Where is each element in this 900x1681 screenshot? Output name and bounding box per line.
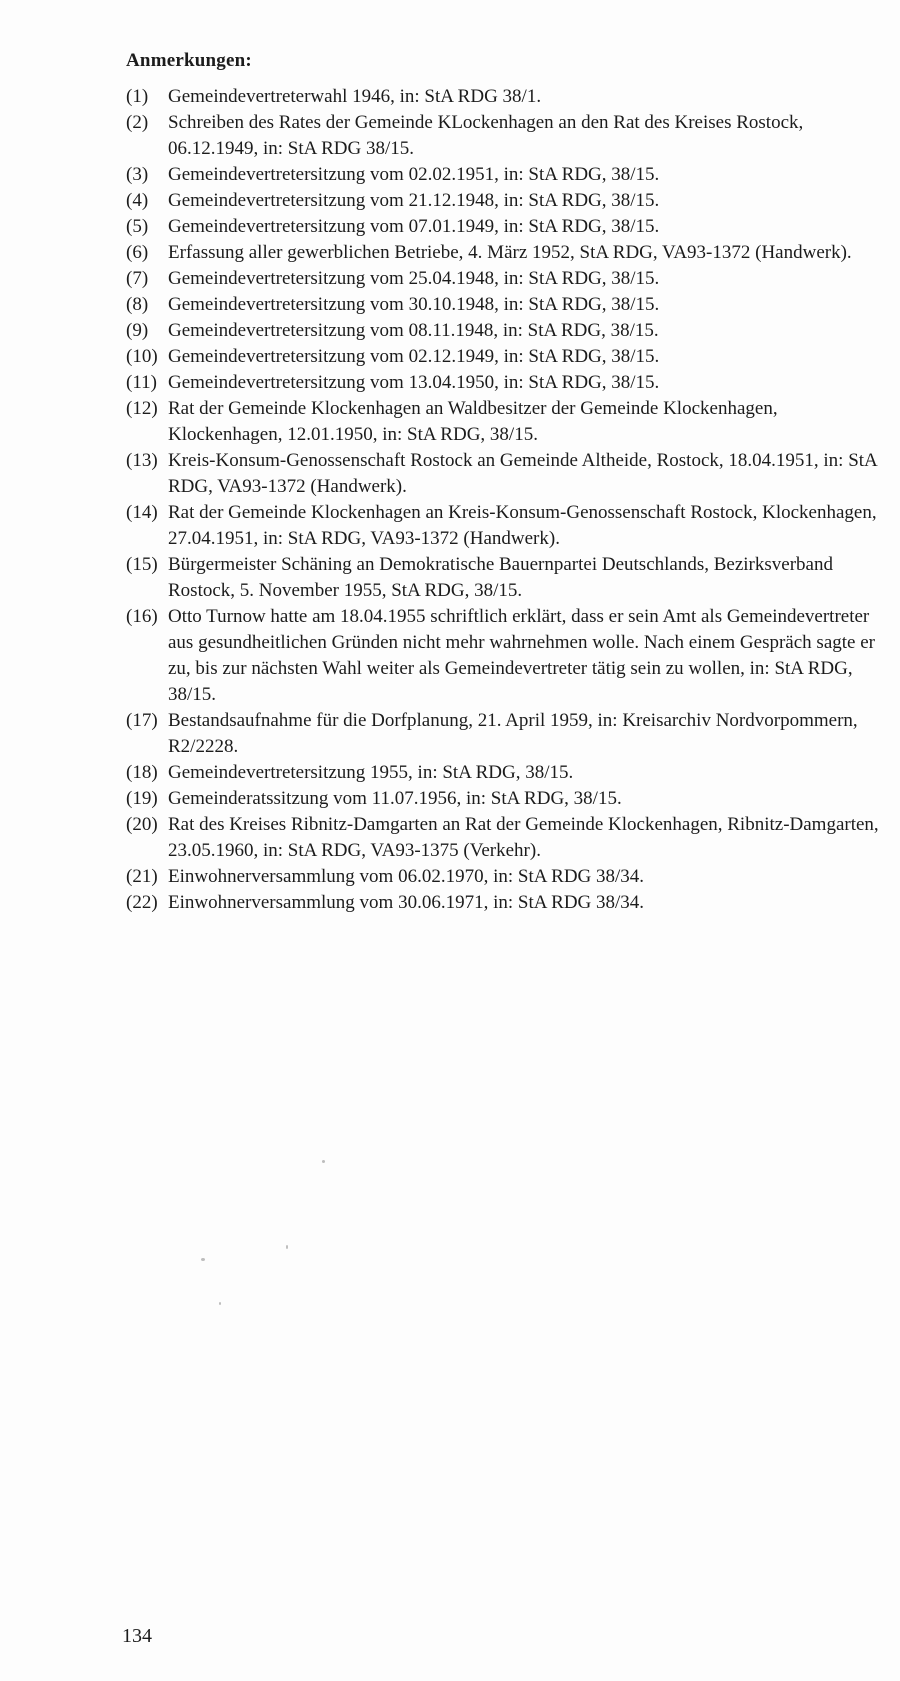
note-item xyxy=(126,500,886,552)
note-item xyxy=(126,448,886,500)
note-number: (14) xyxy=(126,502,158,523)
note-item xyxy=(126,864,886,890)
note-text: Kreis-Konsum-Genossenschaft Rostock an Gemeinde Altheide, Rostock, 18.04.1951, in: StA RDG, VA93-1372 (Handwerk). xyxy=(168,450,877,497)
note-text: Erfassung aller gewerblichen Betriebe, 4. März 1952, StA RDG, VA93-1372 (Handwerk). xyxy=(168,242,852,263)
page-number: 134 xyxy=(122,1625,152,1647)
note-number: (2) xyxy=(126,112,149,133)
note-number: (17) xyxy=(126,710,158,731)
note-number: (8) xyxy=(126,294,149,315)
note-number: (5) xyxy=(126,216,149,237)
note-item xyxy=(126,708,886,760)
note-text: Bürgermeister Schäning an Demokratische Bauernpartei Deutschlands, Bezirksverband Rostock, 5. November 1955, StA RDG, 38/15. xyxy=(168,554,833,601)
note-text: Einwohnerversammlung vom 30.06.1971, in: StA RDG 38/34. xyxy=(168,892,645,913)
note-number: (21) xyxy=(126,866,158,887)
note-number: (20) xyxy=(126,814,158,835)
note-item xyxy=(126,370,886,396)
note-item xyxy=(126,84,886,110)
note-item xyxy=(126,552,886,604)
note-text: Gemeindevertretersitzung vom 25.04.1948, in: StA RDG, 38/15. xyxy=(168,268,660,289)
note-number: (12) xyxy=(126,398,158,419)
note-item xyxy=(126,292,886,318)
note-item xyxy=(126,214,886,240)
note-text: Gemeindevertretersitzung 1955, in: StA RDG, 38/15. xyxy=(168,762,574,783)
note-number: (19) xyxy=(126,788,158,809)
note-number: (3) xyxy=(126,164,149,185)
note-text: Schreiben des Rates der Gemeinde KLockenhagen an den Rat des Kreises Rostock, 06.12.1949, in: StA RDG 38/15. xyxy=(168,112,804,159)
note-text: Rat des Kreises Ribnitz-Damgarten an Rat der Gemeinde Klockenhagen, Ribnitz-Damgarten, 23.05.1960, in: StA RDG, VA93-1375 (Verkehr). xyxy=(168,814,879,861)
scan-speck xyxy=(219,1302,221,1305)
note-text: Rat der Gemeinde Klockenhagen an Waldbesitzer der Gemeinde Klockenhagen, Klockenhagen, 12.01.1950, in: StA RDG, 38/15. xyxy=(168,398,778,445)
note-item xyxy=(126,266,886,292)
note-item xyxy=(126,318,886,344)
note-number: (10) xyxy=(126,346,158,367)
note-number: (15) xyxy=(126,554,158,575)
note-item xyxy=(126,890,886,916)
note-number: (22) xyxy=(126,892,158,913)
note-text: Gemeinderatssitzung vom 11.07.1956, in: StA RDG, 38/15. xyxy=(168,788,622,809)
note-text: Einwohnerversammlung vom 06.02.1970, in: StA RDG 38/34. xyxy=(168,866,645,887)
note-number: (18) xyxy=(126,762,158,783)
note-text: Gemeindevertretersitzung vom 13.04.1950, in: StA RDG, 38/15. xyxy=(168,372,660,393)
note-item xyxy=(126,812,886,864)
note-text: Otto Turnow hatte am 18.04.1955 schriftlich erklärt, dass er sein Amt als Gemeindevertreter aus gesundheitlichen Gründen nicht mehr wahrnehmen wolle. Nach einem Gespräch sagte er zu, bis zur nächsten Wahl weiter als Gemeindevertreter tätig sein zu wollen, in: StA RDG, 38/15. xyxy=(168,606,875,705)
note-item xyxy=(126,604,886,708)
note-item xyxy=(126,240,886,266)
note-item xyxy=(126,786,886,812)
note-text: Gemeindevertretersitzung vom 08.11.1948, in: StA RDG, 38/15. xyxy=(168,320,659,341)
note-number: (6) xyxy=(126,242,149,263)
note-item xyxy=(126,396,886,448)
scan-speck xyxy=(286,1245,288,1249)
note-item xyxy=(126,110,886,162)
note-text: Gemeindevertretersitzung vom 21.12.1948, in: StA RDG, 38/15. xyxy=(168,190,660,211)
note-number: (4) xyxy=(126,190,149,211)
scan-speck xyxy=(201,1258,205,1261)
note-text: Gemeindevertretersitzung vom 02.12.1949, in: StA RDG, 38/15. xyxy=(168,346,660,367)
note-item xyxy=(126,344,886,370)
note-item xyxy=(126,760,886,786)
note-number: (11) xyxy=(126,372,157,393)
note-text: Gemeindevertretersitzung vom 02.02.1951, in: StA RDG, 38/15. xyxy=(168,164,660,185)
notes-heading: Anmerkungen: xyxy=(126,50,252,71)
note-text: Gemeindevertretersitzung vom 30.10.1948, in: StA RDG, 38/15. xyxy=(168,294,660,315)
note-text: Gemeindevertreterwahl 1946, in: StA RDG 38/1. xyxy=(168,86,542,107)
note-item xyxy=(126,188,886,214)
note-number: (1) xyxy=(126,86,149,107)
note-number: (16) xyxy=(126,606,158,627)
note-number: (9) xyxy=(126,320,149,341)
scan-speck xyxy=(322,1160,325,1163)
note-number: (13) xyxy=(126,450,158,471)
note-text: Bestandsaufnahme für die Dorfplanung, 21. April 1959, in: Kreisarchiv Nordvorpommern, R2/2228. xyxy=(168,710,858,757)
note-item xyxy=(126,162,886,188)
note-text: Gemeindevertretersitzung vom 07.01.1949, in: StA RDG, 38/15. xyxy=(168,216,660,237)
notes-list xyxy=(126,84,886,916)
note-text: Rat der Gemeinde Klockenhagen an Kreis-Konsum-Genossenschaft Rostock, Klockenhagen, 27.04.1951, in: StA RDG, VA93-1372 (Handwerk). xyxy=(168,502,877,549)
note-number: (7) xyxy=(126,268,149,289)
